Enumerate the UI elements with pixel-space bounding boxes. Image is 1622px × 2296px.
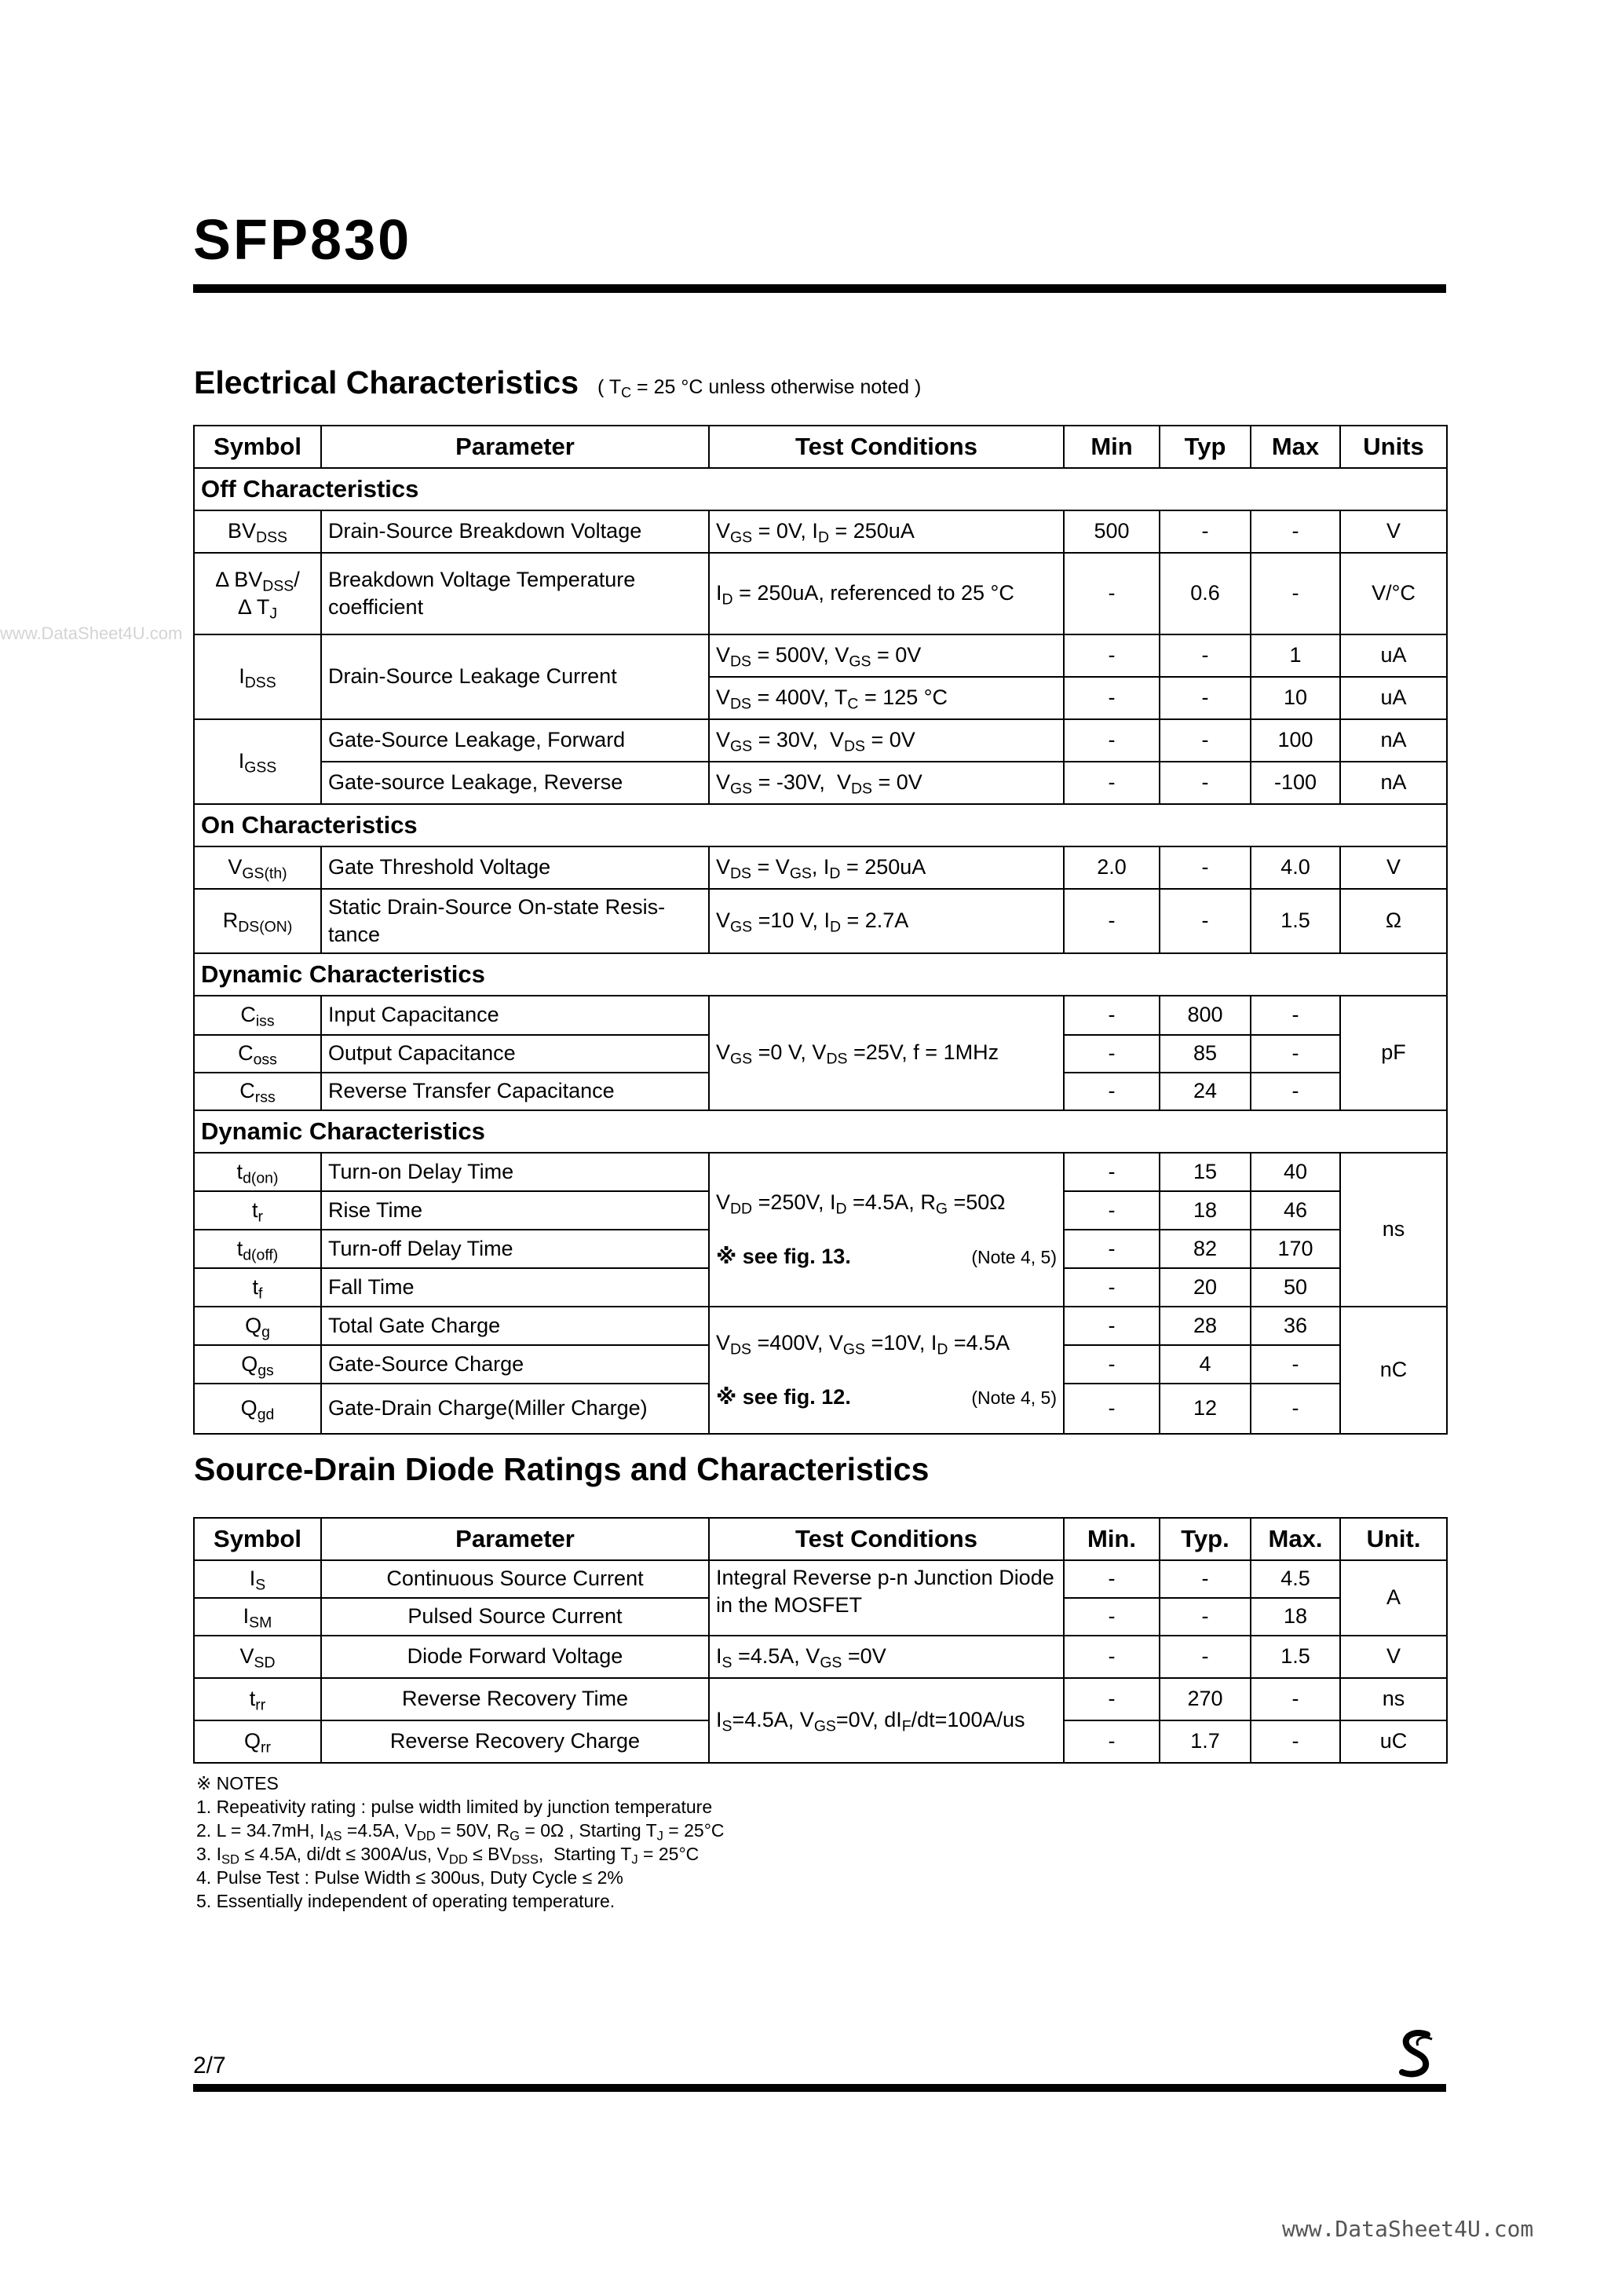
unit-cell: V [1340, 1636, 1447, 1678]
table-row [194, 1153, 1447, 1191]
min-cell: - [1064, 1268, 1160, 1307]
condition-cell [709, 1307, 1064, 1434]
min-cell: - [1064, 1598, 1160, 1636]
parameter-cell: Turn-off Delay Time [321, 1230, 709, 1268]
min-cell: - [1064, 1678, 1160, 1720]
symbol-cell: $C_{rss}$ [194, 1073, 321, 1110]
diode-ratings-table [193, 1517, 1448, 1764]
min-cell: - [1064, 553, 1160, 634]
typ-cell: 24 [1160, 1073, 1251, 1110]
parameter-cell: Turn-on Delay Time [321, 1153, 709, 1191]
unit-cell: pF [1340, 996, 1447, 1110]
max-cell: - [1251, 1345, 1340, 1384]
min-cell: - [1064, 1384, 1160, 1434]
typ-cell: 270 [1160, 1678, 1251, 1720]
table-row [194, 1307, 1447, 1345]
min-cell: - [1064, 1035, 1160, 1073]
table-row [194, 510, 1447, 553]
min-cell: - [1064, 762, 1160, 804]
min-cell: - [1064, 1636, 1160, 1678]
condition-cell: Integral Reverse p-n Junction Diode in the MOSFET [709, 1560, 1064, 1636]
condition-cell [709, 1153, 1064, 1307]
section-dynamic-characteristics-2: Dynamic Characteristics [194, 1110, 1447, 1153]
note-item: 4. Pulse Test : Pulse Width ≤ 300us, Duty Cycle ≤ 2% [196, 1867, 623, 1888]
parameter-cell: Input Capacitance [321, 996, 709, 1035]
typ-cell: - [1160, 719, 1251, 762]
see-fig-12: ※ see fig. 12. [716, 1385, 851, 1409]
condition-cell: $V_{GS} =10$ V, $I_D = 2.7A$ [709, 889, 1064, 953]
typ-cell: 20 [1160, 1268, 1251, 1307]
header-rule [193, 284, 1446, 293]
unit-cell: A [1340, 1560, 1447, 1636]
condition-cell: $I_S=4.5A$, $V_{GS}=0V$, $dI_F/dt=100A/us$ [709, 1678, 1064, 1763]
typ-cell: - [1160, 1598, 1251, 1636]
parameter-cell: Diode Forward Voltage [321, 1636, 709, 1678]
header-max: Max [1251, 426, 1340, 468]
max-cell: 40 [1251, 1153, 1340, 1191]
header-parameter: Parameter [321, 1518, 709, 1560]
part-number-title: SFP830 [193, 209, 412, 272]
electrical-characteristics-heading [194, 364, 921, 401]
max-cell: 170 [1251, 1230, 1340, 1268]
unit-cell: ns [1340, 1153, 1447, 1307]
typ-cell: 12 [1160, 1384, 1251, 1434]
min-cell: - [1064, 889, 1160, 953]
note-item: 2. L = 34.7mH, $I_{AS} =4.5A$, $V_{DD} = 50V$, $R_G = 0\Omega$ , Starting $T_J = 25^\circ C$ [196, 1820, 725, 1844]
typ-cell: 1.7 [1160, 1720, 1251, 1763]
unit-cell: nA [1340, 762, 1447, 804]
header-typ: Typ. [1160, 1518, 1251, 1560]
max-cell: 100 [1251, 719, 1340, 762]
symbol-cell: $I_S$ [194, 1560, 321, 1598]
typ-cell: 15 [1160, 1153, 1251, 1191]
parameter-cell: Continuous Source Current [321, 1560, 709, 1598]
header-test-conditions: Test Conditions [709, 1518, 1064, 1560]
parameter-cell: Gate-Drain Charge(Miller Charge) [321, 1384, 709, 1434]
unit-cell: uA [1340, 634, 1447, 677]
symbol-cell: $Q_{gs}$ [194, 1345, 321, 1384]
max-cell: - [1251, 1720, 1340, 1763]
unit-cell: V/°C [1340, 553, 1447, 634]
figure-reference [716, 1384, 1057, 1411]
min-cell: - [1064, 1560, 1160, 1598]
typ-cell: - [1160, 634, 1251, 677]
parameter-cell: Reverse Recovery Charge [321, 1720, 709, 1763]
table-row [194, 553, 1447, 634]
min-cell: - [1064, 1191, 1160, 1230]
note-item: 5. Essentially independent of operating temperature. [196, 1891, 616, 1911]
note-ref: (Note 4, 5) [971, 1387, 1057, 1408]
max-cell: 4.0 [1251, 846, 1340, 889]
electrical-title: Electrical Characteristics [194, 364, 579, 400]
table-row [194, 719, 1447, 762]
unit-cell: V [1340, 510, 1447, 553]
min-cell: - [1064, 996, 1160, 1035]
unit-cell: Ω [1340, 889, 1447, 953]
note-ref: (Note 4, 5) [971, 1247, 1057, 1267]
unit-cell: uC [1340, 1720, 1447, 1763]
section-dynamic-characteristics: Dynamic Characteristics [194, 953, 1447, 996]
diode-ratings-heading: Source-Drain Diode Ratings and Characteristics [194, 1451, 930, 1487]
parameter-cell: Drain-Source Breakdown Voltage [321, 510, 709, 553]
typ-cell: - [1160, 677, 1251, 719]
switching-condition: $V_{DD} =250V$, $I_D =4.5A$, $R_G =50\Omega$ [716, 1190, 1006, 1218]
table-row [194, 996, 1447, 1035]
parameter-cell: Static Drain-Source On-state Resis-tance [321, 889, 709, 953]
symbol-cell: $t_{d(off)}$ [194, 1230, 321, 1268]
min-cell: 500 [1064, 510, 1160, 553]
header-min: Min. [1064, 1518, 1160, 1560]
electrical-condition-note: ( $T_C = 25$ °C unless otherwise noted ) [597, 376, 922, 401]
unit-cell: uA [1340, 677, 1447, 719]
typ-cell: - [1160, 846, 1251, 889]
symbol-cell: $V_{GS(th)}$ [194, 846, 321, 889]
symbol-cell: $Q_{rr}$ [194, 1720, 321, 1763]
table-header-row [194, 1518, 1447, 1560]
condition-cell: $V_{DS} = V_{GS}$, $I_D = 250uA$ [709, 846, 1064, 889]
max-cell: 18 [1251, 1598, 1340, 1636]
min-cell: - [1064, 634, 1160, 677]
watermark-text: www.DataSheet4U.com [0, 623, 183, 643]
header-min: Min [1064, 426, 1160, 468]
header-symbol: Symbol [194, 426, 321, 468]
parameter-cell: Gate Threshold Voltage [321, 846, 709, 889]
max-cell: 1.5 [1251, 1636, 1340, 1678]
notes-block [196, 1771, 725, 1913]
typ-cell: - [1160, 889, 1251, 953]
typ-cell: - [1160, 762, 1251, 804]
parameter-cell: Drain-Source Leakage Current [321, 634, 709, 719]
section-row [194, 1110, 1447, 1153]
header-symbol: Symbol [194, 1518, 321, 1560]
max-cell: 1 [1251, 634, 1340, 677]
symbol-cell: $R_{DS(ON)}$ [194, 889, 321, 953]
unit-cell: ns [1340, 1678, 1447, 1720]
company-logo-icon [1396, 2030, 1440, 2078]
condition-cell: $I_D = 250uA$, referenced to 25 °C [709, 553, 1064, 634]
unit-cell: nA [1340, 719, 1447, 762]
parameter-cell: Fall Time [321, 1268, 709, 1307]
section-row [194, 953, 1447, 996]
max-cell: 50 [1251, 1268, 1340, 1307]
symbol-cell: $C_{iss}$ [194, 996, 321, 1035]
section-off-characteristics: Off Characteristics [194, 468, 1447, 510]
condition-cell: $V_{GS} = 30V$, $V_{DS} = 0V$ [709, 719, 1064, 762]
max-cell: -100 [1251, 762, 1340, 804]
condition-cell: $V_{GS} = 0V$, $I_D = 250uA$ [709, 510, 1064, 553]
symbol-cell: $t_r$ [194, 1191, 321, 1230]
table-row [194, 889, 1447, 953]
typ-cell: 82 [1160, 1230, 1251, 1268]
min-cell: - [1064, 719, 1160, 762]
max-cell: 36 [1251, 1307, 1340, 1345]
condition-cell: $V_{DS} = 500V$, $V_{GS} = 0V$ [709, 634, 1064, 677]
max-cell: - [1251, 553, 1340, 634]
table-row [194, 634, 1447, 677]
parameter-cell: Gate-source Leakage, Reverse [321, 762, 709, 804]
parameter-cell: Output Capacitance [321, 1035, 709, 1073]
typ-cell: - [1160, 510, 1251, 553]
figure-reference [716, 1243, 1057, 1270]
max-cell: 46 [1251, 1191, 1340, 1230]
min-cell: - [1064, 1345, 1160, 1384]
min-cell: - [1064, 1720, 1160, 1763]
footer-rule [193, 2084, 1446, 2092]
min-cell: - [1064, 677, 1160, 719]
max-cell: - [1251, 1035, 1340, 1073]
header-unit: Unit. [1340, 1518, 1447, 1560]
condition-cell: $V_{DS} = 400V$, $T_C = 125$ °C [709, 677, 1064, 719]
max-cell: 4.5 [1251, 1560, 1340, 1598]
header-typ: Typ [1160, 426, 1251, 468]
max-cell: - [1251, 1678, 1340, 1720]
parameter-cell: Reverse Transfer Capacitance [321, 1073, 709, 1110]
symbol-cell: $V_{SD}$ [194, 1636, 321, 1678]
max-cell: - [1251, 510, 1340, 553]
parameter-cell: Breakdown Voltage Temperature coefficient [321, 553, 709, 634]
symbol-cell: $t_f$ [194, 1268, 321, 1307]
table-row [194, 846, 1447, 889]
min-cell: 2.0 [1064, 846, 1160, 889]
header-test-conditions: Test Conditions [709, 426, 1064, 468]
typ-cell: 4 [1160, 1345, 1251, 1384]
header-units: Units [1340, 426, 1447, 468]
footer-url: www.DataSheet4U.com [1282, 2216, 1534, 2242]
parameter-cell: Reverse Recovery Time [321, 1678, 709, 1720]
typ-cell: 800 [1160, 996, 1251, 1035]
table-row [194, 1678, 1447, 1720]
symbol-cell: $Q_g$ [194, 1307, 321, 1345]
min-cell: - [1064, 1153, 1160, 1191]
max-cell: 1.5 [1251, 889, 1340, 953]
parameter-cell: Pulsed Source Current [321, 1598, 709, 1636]
min-cell: - [1064, 1230, 1160, 1268]
condition-cell: $I_S =4.5A$, $V_{GS} =0V$ [709, 1636, 1064, 1678]
typ-cell: 18 [1160, 1191, 1251, 1230]
section-row [194, 804, 1447, 846]
unit-cell: nC [1340, 1307, 1447, 1434]
max-cell: - [1251, 1073, 1340, 1110]
header-parameter: Parameter [321, 426, 709, 468]
symbol-cell: $t_{rr}$ [194, 1678, 321, 1720]
parameter-cell: Gate-Source Charge [321, 1345, 709, 1384]
typ-cell: - [1160, 1560, 1251, 1598]
symbol-cell: Δ $BV_{DSS}/$ Δ $T_J$ [194, 553, 321, 634]
table-header-row [194, 426, 1447, 468]
min-cell: - [1064, 1073, 1160, 1110]
table-row [194, 1560, 1447, 1598]
typ-cell: 85 [1160, 1035, 1251, 1073]
max-cell: - [1251, 996, 1340, 1035]
max-cell: - [1251, 1384, 1340, 1434]
unit-cell: V [1340, 846, 1447, 889]
header-max: Max. [1251, 1518, 1340, 1560]
condition-cell: $V_{GS} =0$ V, $V_{DS} =25V$, f = 1MHz [709, 996, 1064, 1110]
parameter-cell: Rise Time [321, 1191, 709, 1230]
symbol-cell: $Q_{gd}$ [194, 1384, 321, 1434]
see-fig-13: ※ see fig. 13. [716, 1245, 851, 1268]
typ-cell: 0.6 [1160, 553, 1251, 634]
note-item: 1. Repeativity rating : pulse width limited by junction temperature [196, 1797, 713, 1817]
notes-title: ※ NOTES [196, 1773, 279, 1793]
page-number: 2/7 [193, 2053, 226, 2078]
max-cell: 10 [1251, 677, 1340, 719]
typ-cell: 28 [1160, 1307, 1251, 1345]
condition-cell: $V_{GS} = -30V$, $V_{DS} = 0V$ [709, 762, 1064, 804]
symbol-cell: $I_{SM}$ [194, 1598, 321, 1636]
parameter-cell: Gate-Source Leakage, Forward [321, 719, 709, 762]
section-row [194, 468, 1447, 510]
symbol-cell: $t_{d(on)}$ [194, 1153, 321, 1191]
electrical-characteristics-table [193, 425, 1448, 1435]
parameter-cell: Total Gate Charge [321, 1307, 709, 1345]
symbol-cell: $I_{GSS}$ [194, 719, 321, 804]
section-on-characteristics: On Characteristics [194, 804, 1447, 846]
note-item: 3. $I_{SD} \le 4.5A$, di/dt ≤ 300A/us, $V_{DD} \le BV_{DSS}$, Starting $T_J = 25^\circ C$ [196, 1844, 700, 1867]
typ-cell: - [1160, 1636, 1251, 1678]
table-row [194, 762, 1447, 804]
symbol-cell: $I_{DSS}$ [194, 634, 321, 719]
symbol-cell: $C_{oss}$ [194, 1035, 321, 1073]
min-cell: - [1064, 1307, 1160, 1345]
charge-condition: $V_{DS} =400V$, $V_{GS} =10V$, $I_D =4.5A$ [716, 1330, 1010, 1358]
symbol-cell: $BV_{DSS}$ [194, 510, 321, 553]
table-row [194, 1636, 1447, 1678]
